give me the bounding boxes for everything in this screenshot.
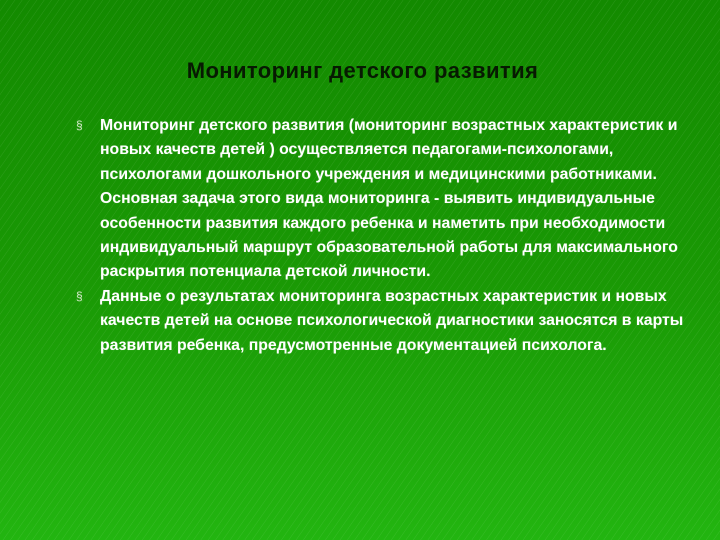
slide-title: Мониторинг детского развития xyxy=(186,58,539,83)
bullet-item xyxy=(76,285,686,358)
bullet-text: Мониторинг детского развития (мониторинг возрастных характеристик и новых качеств детей ) осуществляется педагогами-психологами, психологами дошкольного учреждения и медицинскими работниками. Основная задача этого вида мониторинга - выявить индивидуальные особенности развития каждого ребенка и наметить при необходимости индивидуальный маршрут образовательной работы для максимального раскрытия потенциала детской личности. xyxy=(100,117,678,281)
bullet-list xyxy=(76,114,686,358)
section-sign-bullet-icon: § xyxy=(76,288,83,303)
bullet-text: Данные о результатах мониторинга возрастных характеристик и новых качеств детей на основе психологической диагностики заносятся в карты развития ребенка, предусмотренные документацией психолога. xyxy=(100,287,684,354)
section-sign-bullet-icon: § xyxy=(76,118,83,132)
bullet-item xyxy=(76,114,686,285)
